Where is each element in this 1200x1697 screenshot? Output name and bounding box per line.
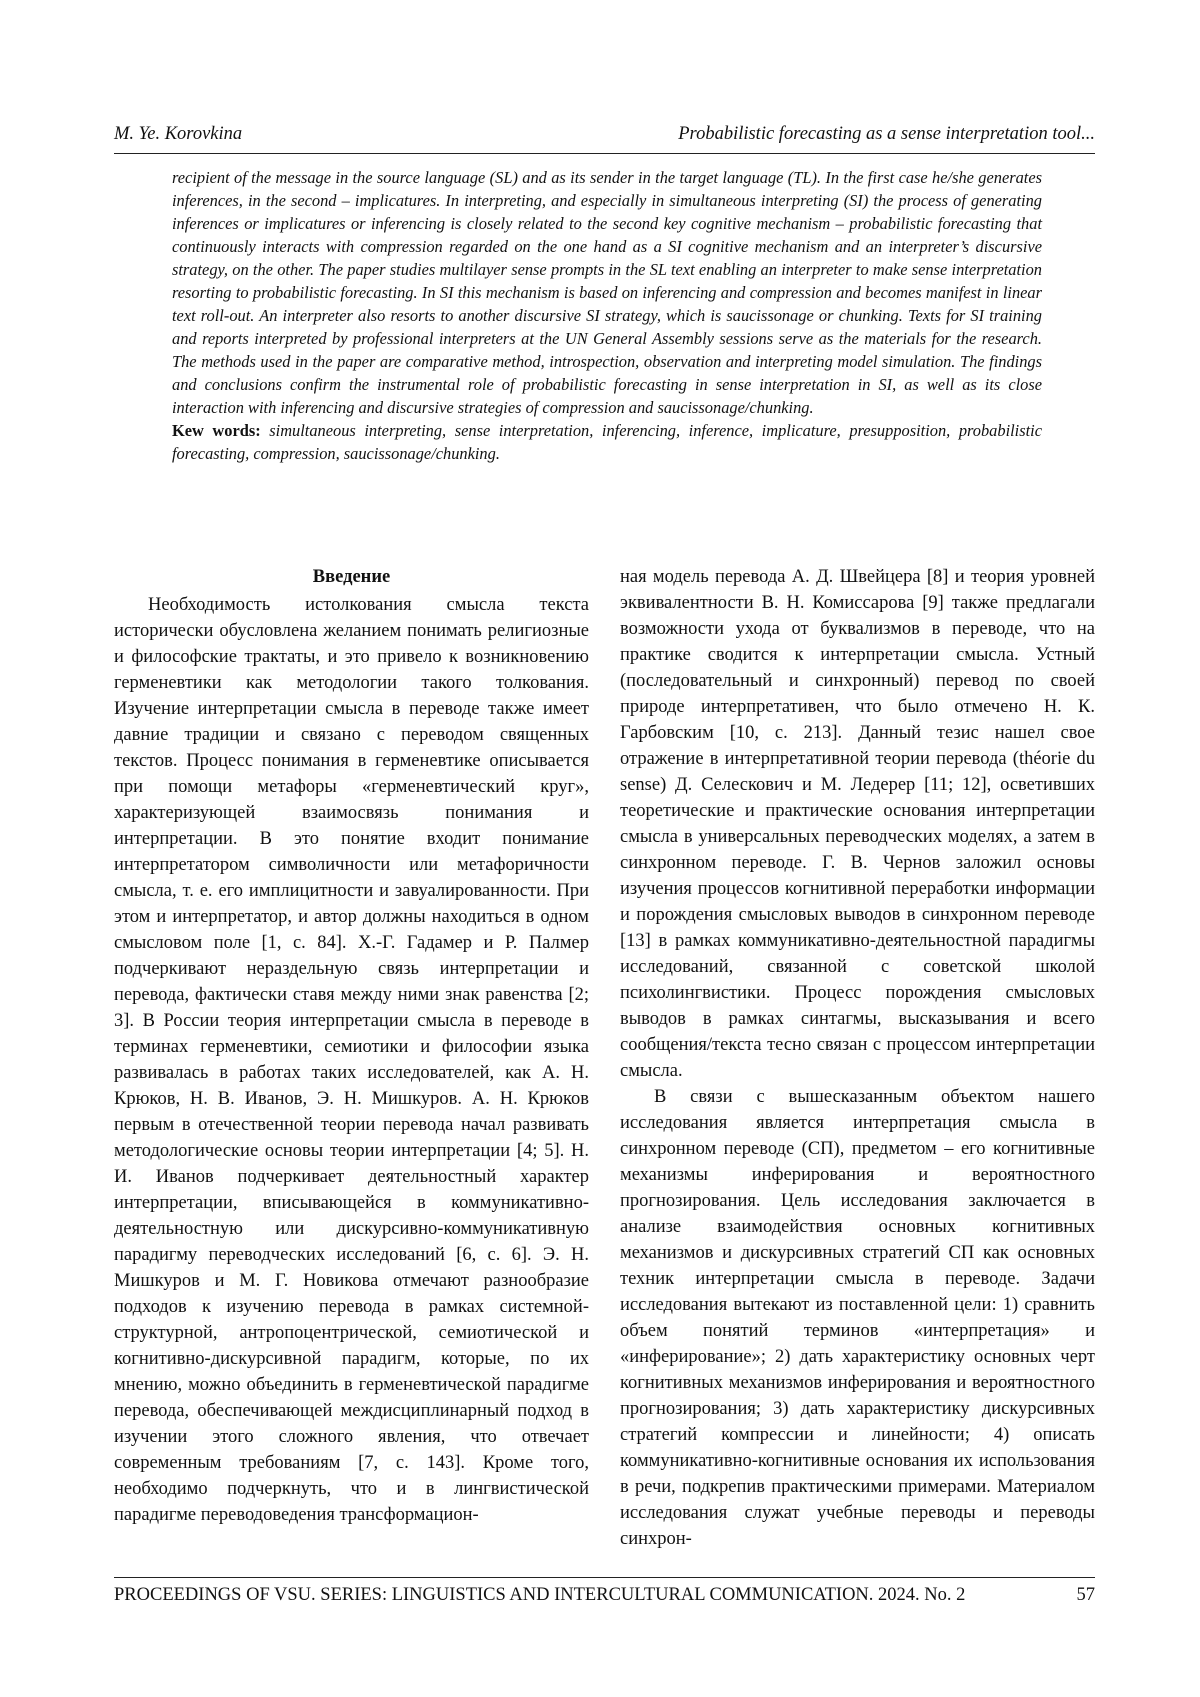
section-title: Введение — [114, 564, 589, 590]
header-divider — [114, 153, 1095, 154]
abstract-block — [172, 166, 1042, 465]
running-footer — [114, 1585, 1095, 1606]
header-author: M. Ye. Korovkina — [114, 124, 242, 145]
page-number: 57 — [1077, 1585, 1096, 1606]
body-paragraph: В связи с вышесказанным объектом нашего исследования является интерпретация смысла в синхронном переводе (СП), предметом – его когнитивные механизмы инферирования и вероятностного прогнозирования. Цель исследования заключается в анализе взаимодействия основных когнитивных механизмов и дискурсивных стратегий СП как основных техник интерпретации смысла в переводе. Задачи исследования вытекают из поставленной цели: 1) сравнить объем понятий терминов «интерпретация» и «инферирование»; 2) дать характеристику основных черт когнитивных механизмов инферирования и вероятностного прогнозирования; 3) дать характеристику дискурсивных стратегий компрессии и линейности; 4) описать коммуникативно-когнитивные основания их использования в речи, подкрепив практическими примерами. Материалом исследования служат учебные переводы и переводы синхрон- — [620, 1084, 1095, 1552]
body-paragraph: Необходимость истолкования смысла текста исторически обусловлена желанием понимать религиозные и философские трактаты, и это привело к возникновению герменевтики как методологии такого толкования. Изучение интерпретации смысла в переводе также имеет давние традиции и связано с переводом священных текстов. Процесс понимания в герменевтике описывается при помощи метафоры «герменевтический круг», характеризующей взаимосвязь понимания и интерпретации. В это понятие входит понимание интерпретатором символичности или метафоричности смысла, т. е. его имплицитности и завуалированности. При этом и интерпретатор, и автор должны находиться в одном смысловом поле [1, с. 84]. Х.-Г. Гадамер и Р. Палмер подчеркивают нераздельную связь интерпретации и перевода, фактически ставя между ними знак равенства [2; 3]. В России теория интерпретации смысла в переводе в терминах герменевтики, семиотики и философии языка развивалась в работах таких исследователей, как А. Н. Крюков, Н. В. Иванов, Э. Н. Мишкуров. А. Н. Крюков первым в отечественной теории перевода начал развивать методологические основы теории интерпретации [4; 5]. Н. И. Иванов подчеркивает деятельностный характер интерпретации, вписывающейся в коммуникативно-деятельностную или дискурсивно-коммуникативную парадигму переводческих исследований [6, с. 6]. Э. Н. Мишкуров и М. Г. Новикова отмечают разнообразие подходов к изучению перевода в рамках системной-структурной, антропоцентрической, семиотической и когнитивно-дискурсивной парадигм, которые, по их мнению, можно объединить в герменевтической парадигме перевода, обеспечивающей междисциплинарный подход в изучении этого сложного явления, что отвечает современным требованиям [7, с. 143]. Кроме того, необходимо подчеркнуть, что и в лингвистической парадигме переводоведения трансформацион- — [114, 592, 589, 1528]
header-running-title: Probabilistic forecasting as a sense interpretation tool... — [678, 124, 1095, 145]
running-header — [114, 124, 1095, 145]
footer-divider — [114, 1577, 1095, 1578]
abstract-text: recipient of the message in the source language (SL) and as its sender in the target language (TL). In the first case he/she generates inferences, in the second – implicatures. In interpreting, and especially in simultaneous interpreting (SI) the process of generating inferences or implicatures or inferencing is closely related to the second key cognitive mechanism – probabilistic forecasting that continuously interacts with compression regarded on the one hand as a SI cognitive mechanism and an interpreter’s discursive strategy, on the other. The paper studies multilayer sense prompts in the SL text enabling an interpreter to make sense interpretation resorting to probabilistic forecasting. In SI this mechanism is based on inferencing and compression and becomes manifest in linear text roll-out. An interpreter also resorts to another discursive SI strategy, which is saucissonage or chunking. Texts for SI training and reports interpreted by professional interpreters at the UN General Assembly sessions serve as the materials for the research. The methods used in the paper are comparative method, introspection, observation and interpreting model simulation. The findings and conclusions confirm the instrumental role of probabilistic forecasting in sense interpretation in SI, as well as its close interaction with inferencing and discursive strategies of compression and saucissonage/chunking. — [172, 166, 1042, 419]
right-column — [620, 564, 1095, 1554]
left-column — [114, 564, 589, 1554]
body-columns — [114, 564, 1095, 1554]
keywords-label: Kew words: — [172, 421, 261, 440]
body-paragraph: ная модель перевода А. Д. Швейцера [8] и теория уровней эквивалентности В. Н. Комиссарова [9] также предлагали возможности ухода от буквализмов в переводе, что на практике сводится к интерпретации смысла. Устный (последовательный и синхронный) перевод по своей природе интерпретативен, что было отмечено Н. К. Гарбовским [10, с. 213]. Данный тезис нашел свое отражение в интерпретативной теории перевода (théorie du sense) Д. Селескович и М. Ледерер [11; 12], осветивших теоретические и практические основания интерпретации смысла в универсальных переводческих моделях, а затем в синхронном переводе. Г. В. Чернов заложил основы изучения процессов когнитивной переработки информации и порождения смысловых выводов в синхронном переводе [13] в рамках коммуникативно-деятельностной парадигмы исследований, связанной с советской школой психолингвистики. Процесс порождения смысловых выводов в рамках синтагмы, высказывания и всего сообщения/текста тесно связан с процессом интерпретации смысла. — [620, 564, 1095, 1084]
keywords-text: simultaneous interpreting, sense interpretation, inferencing, inference, implicature, presupposition, probabilistic forecasting, compression, saucissonage/chunking. — [172, 421, 1042, 463]
keywords — [172, 419, 1042, 465]
footer-journal: PROCEEDINGS OF VSU. SERIES: LINGUISTICS AND INTERCULTURAL COMMUNICATION. 2024. No. 2 — [114, 1585, 965, 1606]
